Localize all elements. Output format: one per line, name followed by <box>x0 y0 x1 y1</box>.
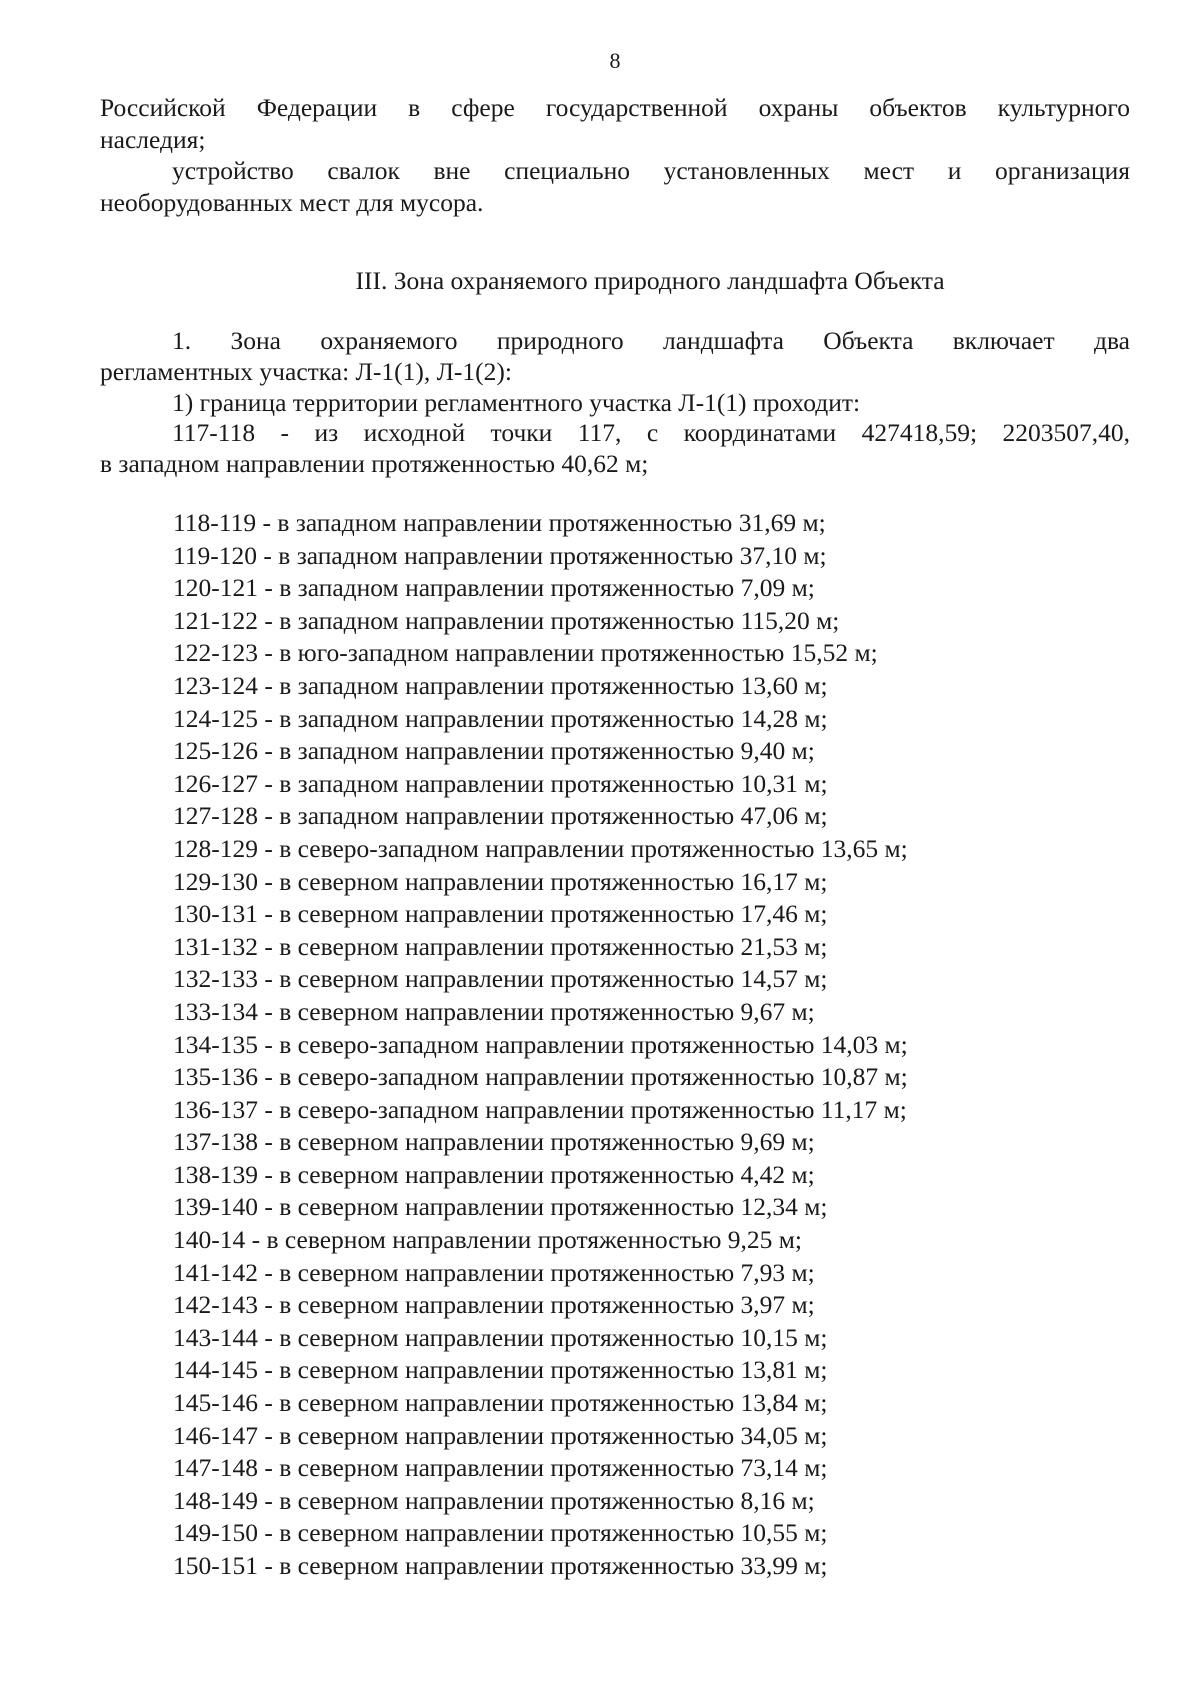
boundary-segment: 126-127 - в западном направлении протяженностью 10,31 м; <box>173 768 828 798</box>
boundary-segment: 139-140 - в северном направлении протяженностью 12,34 м; <box>173 1192 828 1222</box>
boundary-segment: 145-146 - в северном направлении протяженностью 13,84 м; <box>173 1388 828 1418</box>
boundary-segment: 130-131 - в северном направлении протяженностью 17,46 м; <box>173 899 828 929</box>
page-number: 8 <box>609 48 621 73</box>
boundary-segment: 137-138 - в северном направлении протяженностью 9,69 м; <box>173 1127 815 1157</box>
intro-line-3: устройство свалок вне специально установленных мест и организация <box>172 156 1130 185</box>
boundary-segment: 118-119 - в западном направлении протяженностью 31,69 м; <box>173 508 826 537</box>
intro-line-2: наследия; <box>100 125 206 154</box>
boundary-segment: 147-148 - в северном направлении протяженностью 73,14 м; <box>173 1453 828 1483</box>
boundary-segment: 134-135 - в северо-западном направлении протяженностью 14,03 м; <box>173 1029 908 1059</box>
boundary-segment: 136-137 - в северо-западном направлении протяженностью 11,17 м; <box>173 1094 907 1124</box>
intro-line-1: Российской Федерации в сфере государственной охраны объектов культурного <box>100 93 1130 122</box>
boundary-segment: 141-142 - в северном направлении протяженностью 7,93 м; <box>173 1257 815 1287</box>
boundary-segment: 131-132 - в северном направлении протяженностью 21,53 м; <box>173 931 828 961</box>
boundary-segment: 135-136 - в северо-западном направлении протяженностью 10,87 м; <box>173 1062 908 1092</box>
boundary-segment: 125-126 - в западном направлении протяженностью 9,40 м; <box>173 736 815 766</box>
first-entry-line-2: в западном направлении протяженностью 40,62 м; <box>100 449 649 478</box>
boundary-segment: 124-125 - в западном направлении протяженностью 14,28 м; <box>173 703 828 733</box>
boundary-segment: 127-128 - в западном направлении протяженностью 47,06 м; <box>173 801 828 831</box>
boundary-segment: 148-149 - в северном направлении протяженностью 8,16 м; <box>173 1485 815 1515</box>
boundary-segment: 144-145 - в северном направлении протяженностью 13,81 м; <box>173 1355 828 1385</box>
item-1-line-1: 1. Зона охраняемого природного ландшафта Объекта включает два <box>172 326 1130 355</box>
boundary-segment: 133-134 - в северном направлении протяженностью 9,67 м; <box>173 996 815 1026</box>
boundary-segment: 128-129 - в северо-западном направлении протяженностью 13,65 м; <box>173 833 908 863</box>
boundary-segment: 121-122 - в западном направлении протяженностью 115,20 м; <box>173 605 840 635</box>
boundary-segment-list <box>173 507 1113 1583</box>
section-heading: III. Зона охраняемого природного ландшафта Объекта <box>355 266 945 295</box>
item-1-line-2: регламентных участка: Л-1(1), Л-1(2): <box>100 357 512 386</box>
boundary-segment: 140-14 - в северном направлении протяженностью 9,25 м; <box>173 1225 802 1255</box>
boundary-segment: 120-121 - в западном направлении протяженностью 7,09 м; <box>173 573 815 603</box>
boundary-segment: 132-133 - в северном направлении протяженностью 14,57 м; <box>173 964 828 994</box>
first-entry-line-1: 117-118 - из исходной точки 117, с координатами 427418,59; 2203507,40, <box>172 418 1130 447</box>
boundary-segment: 129-130 - в северном направлении протяженностью 16,17 м; <box>173 866 828 896</box>
boundary-segment: 142-143 - в северном направлении протяженностью 3,97 м; <box>173 1290 815 1320</box>
boundary-segment: 146-147 - в северном направлении протяженностью 34,05 м; <box>173 1420 828 1450</box>
boundary-segment: 150-151 - в северном направлении протяженностью 33,99 м; <box>173 1551 828 1580</box>
boundary-segment: 143-144 - в северном направлении протяженностью 10,15 м; <box>173 1322 828 1352</box>
intro-line-4: необорудованных мест для мусора. <box>100 188 484 217</box>
boundary-segment: 123-124 - в западном направлении протяженностью 13,60 м; <box>173 670 828 700</box>
boundary-segment: 119-120 - в западном направлении протяженностью 37,10 м; <box>173 540 827 570</box>
boundary-segment: 149-150 - в северном направлении протяженностью 10,55 м; <box>173 1518 828 1548</box>
boundary-segment: 138-139 - в северном направлении протяженностью 4,42 м; <box>173 1159 815 1189</box>
subitem-1: 1) граница территории регламентного участка Л-1(1) проходит: <box>172 388 861 417</box>
boundary-segment: 122-123 - в юго-западном направлении протяженностью 15,52 м; <box>173 638 878 668</box>
